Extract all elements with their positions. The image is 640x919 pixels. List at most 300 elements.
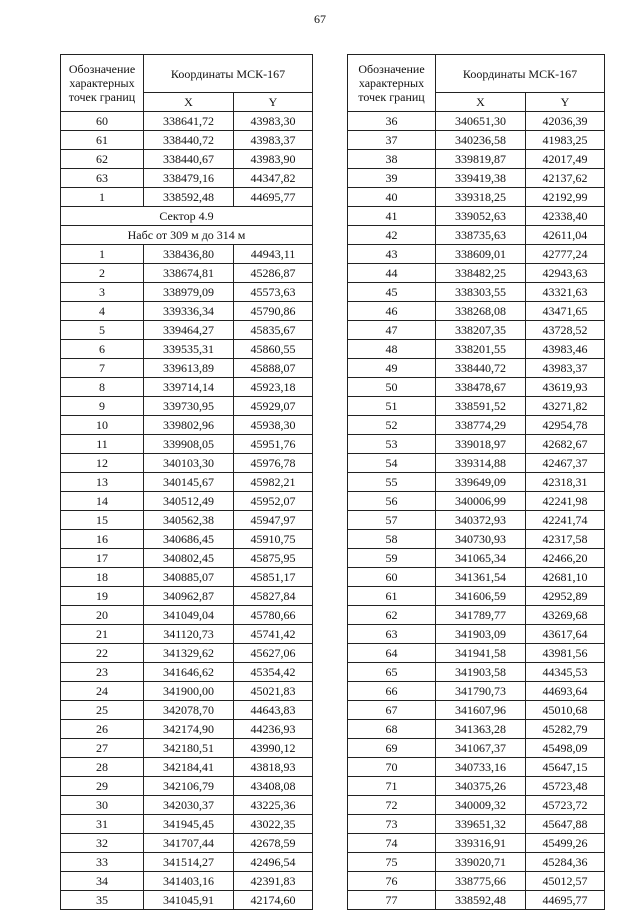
point-number: 25 <box>61 701 144 720</box>
x-coordinate: 340733,16 <box>436 758 526 777</box>
y-coordinate: 43617,64 <box>526 625 605 644</box>
x-coordinate: 341120,73 <box>144 625 234 644</box>
point-number: 16 <box>61 530 144 549</box>
y-coordinate: 43983,37 <box>526 359 605 378</box>
point-number: 71 <box>348 777 436 796</box>
point-number: 48 <box>348 340 436 359</box>
point-number: 57 <box>348 511 436 530</box>
point-number: 67 <box>348 701 436 720</box>
y-coordinate: 42466,20 <box>526 549 605 568</box>
x-coordinate: 341941,58 <box>436 644 526 663</box>
y-coordinate: 45929,07 <box>234 397 313 416</box>
point-number: 37 <box>348 131 436 150</box>
coordinates-table-right <box>347 54 605 910</box>
x-coordinate: 339464,27 <box>144 321 234 340</box>
point-number: 68 <box>348 720 436 739</box>
x-coordinate: 341790,73 <box>436 682 526 701</box>
y-coordinate: 43225,36 <box>234 796 313 815</box>
point-number: 24 <box>61 682 144 701</box>
x-coordinate: 338207,35 <box>436 321 526 340</box>
y-coordinate: 45012,57 <box>526 872 605 891</box>
point-number: 43 <box>348 245 436 264</box>
table-row <box>61 834 313 853</box>
point-number: 49 <box>348 359 436 378</box>
y-coordinate: 45780,66 <box>234 606 313 625</box>
point-number: 60 <box>348 568 436 587</box>
x-coordinate: 339336,34 <box>144 302 234 321</box>
table-row <box>348 511 605 530</box>
x-coordinate: 341903,58 <box>436 663 526 682</box>
point-number: 66 <box>348 682 436 701</box>
point-number: 63 <box>61 169 144 188</box>
y-coordinate: 44236,93 <box>234 720 313 739</box>
y-coordinate: 45647,88 <box>526 815 605 834</box>
x-coordinate: 342106,79 <box>144 777 234 796</box>
table-row <box>61 131 313 150</box>
x-coordinate: 341646,62 <box>144 663 234 682</box>
y-coordinate: 42954,78 <box>526 416 605 435</box>
point-number: 73 <box>348 815 436 834</box>
table-row <box>348 682 605 701</box>
y-coordinate: 42017,49 <box>526 150 605 169</box>
point-number: 69 <box>348 739 436 758</box>
y-coordinate: 42241,98 <box>526 492 605 511</box>
point-number: 59 <box>348 549 436 568</box>
y-coordinate: 45498,09 <box>526 739 605 758</box>
point-number: 9 <box>61 397 144 416</box>
designation-header: Обозначение характерных точек границ <box>348 55 436 112</box>
table-row <box>61 302 313 321</box>
table-row <box>348 302 605 321</box>
table-row <box>61 796 313 815</box>
table-row <box>348 435 605 454</box>
x-coordinate: 338591,52 <box>436 397 526 416</box>
y-coordinate: 45888,07 <box>234 359 313 378</box>
point-number: 64 <box>348 644 436 663</box>
y-coordinate: 45284,36 <box>526 853 605 872</box>
table-row <box>348 359 605 378</box>
point-number: 2 <box>61 264 144 283</box>
table-row <box>61 587 313 606</box>
x-coordinate: 338775,66 <box>436 872 526 891</box>
point-number: 6 <box>61 340 144 359</box>
y-coordinate: 45835,67 <box>234 321 313 340</box>
point-number: 3 <box>61 283 144 302</box>
coordinates-table-left <box>60 54 313 910</box>
y-coordinate: 45938,30 <box>234 416 313 435</box>
y-coordinate: 45947,97 <box>234 511 313 530</box>
x-coordinate: 341065,34 <box>436 549 526 568</box>
point-number: 20 <box>61 606 144 625</box>
y-coordinate: 45573,63 <box>234 283 313 302</box>
x-column-header: X <box>144 93 234 112</box>
y-coordinate: 45827,84 <box>234 587 313 606</box>
point-number: 21 <box>61 625 144 644</box>
table-row <box>348 625 605 644</box>
table-row <box>348 150 605 169</box>
point-number: 65 <box>348 663 436 682</box>
point-number: 19 <box>61 587 144 606</box>
table-row <box>348 112 605 131</box>
x-coordinate: 340236,58 <box>436 131 526 150</box>
y-coordinate: 42952,89 <box>526 587 605 606</box>
point-number: 62 <box>61 150 144 169</box>
x-coordinate: 339730,95 <box>144 397 234 416</box>
x-coordinate: 341789,77 <box>436 606 526 625</box>
point-number: 10 <box>61 416 144 435</box>
table-row <box>61 872 313 891</box>
point-number: 50 <box>348 378 436 397</box>
table-row <box>61 663 313 682</box>
y-coordinate: 44693,64 <box>526 682 605 701</box>
y-coordinate: 43728,52 <box>526 321 605 340</box>
y-coordinate: 45860,55 <box>234 340 313 359</box>
table-row <box>348 416 605 435</box>
x-coordinate: 339052,63 <box>436 207 526 226</box>
table-row <box>348 891 605 910</box>
y-coordinate: 42496,54 <box>234 853 313 872</box>
point-number: 15 <box>61 511 144 530</box>
y-coordinate: 45923,18 <box>234 378 313 397</box>
y-coordinate: 44347,82 <box>234 169 313 188</box>
table-row <box>348 454 605 473</box>
point-number: 23 <box>61 663 144 682</box>
x-coordinate: 340562,38 <box>144 511 234 530</box>
x-coordinate: 341900,00 <box>144 682 234 701</box>
point-number: 72 <box>348 796 436 815</box>
table-row <box>61 568 313 587</box>
point-number: 32 <box>61 834 144 853</box>
x-coordinate: 341067,37 <box>436 739 526 758</box>
x-coordinate: 339314,88 <box>436 454 526 473</box>
table-row <box>61 815 313 834</box>
x-coordinate: 338592,48 <box>436 891 526 910</box>
x-coordinate: 338303,55 <box>436 283 526 302</box>
point-number: 28 <box>61 758 144 777</box>
y-coordinate: 43022,35 <box>234 815 313 834</box>
table-row <box>61 492 313 511</box>
point-number: 8 <box>61 378 144 397</box>
table-row <box>61 454 313 473</box>
point-number: 44 <box>348 264 436 283</box>
x-coordinate: 338440,72 <box>436 359 526 378</box>
table-row <box>61 473 313 492</box>
point-number: 55 <box>348 473 436 492</box>
y-coordinate: 45647,15 <box>526 758 605 777</box>
x-coordinate: 338440,67 <box>144 150 234 169</box>
y-coordinate: 43983,46 <box>526 340 605 359</box>
x-coordinate: 339018,97 <box>436 435 526 454</box>
y-coordinate: 43271,82 <box>526 397 605 416</box>
table-row <box>348 188 605 207</box>
x-coordinate: 339613,89 <box>144 359 234 378</box>
y-coordinate: 43983,37 <box>234 131 313 150</box>
point-number: 34 <box>61 872 144 891</box>
point-number: 62 <box>348 606 436 625</box>
point-number: 77 <box>348 891 436 910</box>
y-coordinate: 45021,83 <box>234 682 313 701</box>
table-row <box>61 777 313 796</box>
table-row <box>61 720 313 739</box>
y-coordinate: 45982,21 <box>234 473 313 492</box>
table-row <box>348 245 605 264</box>
point-number: 56 <box>348 492 436 511</box>
table-row <box>61 397 313 416</box>
point-number: 74 <box>348 834 436 853</box>
table-row <box>61 625 313 644</box>
y-coordinate: 42317,58 <box>526 530 605 549</box>
point-number: 13 <box>61 473 144 492</box>
y-coordinate: 45282,79 <box>526 720 605 739</box>
x-coordinate: 338436,80 <box>144 245 234 264</box>
x-coordinate: 339318,25 <box>436 188 526 207</box>
table-row <box>61 758 313 777</box>
table-row <box>61 435 313 454</box>
point-number: 61 <box>61 131 144 150</box>
point-number: 63 <box>348 625 436 644</box>
point-number: 41 <box>348 207 436 226</box>
y-coordinate: 45951,76 <box>234 435 313 454</box>
point-number: 45 <box>348 283 436 302</box>
y-coordinate: 45741,42 <box>234 625 313 644</box>
y-coordinate: 42943,63 <box>526 264 605 283</box>
table-row <box>61 416 313 435</box>
x-coordinate: 338735,63 <box>436 226 526 245</box>
table-row <box>61 188 313 207</box>
table-row <box>61 644 313 663</box>
point-number: 31 <box>61 815 144 834</box>
table-row <box>348 283 605 302</box>
table-row <box>61 283 313 302</box>
point-number: 52 <box>348 416 436 435</box>
x-coordinate: 338440,72 <box>144 131 234 150</box>
x-coordinate: 342184,41 <box>144 758 234 777</box>
point-number: 18 <box>61 568 144 587</box>
point-number: 42 <box>348 226 436 245</box>
table-row <box>61 701 313 720</box>
table-row <box>61 359 313 378</box>
x-coordinate: 338479,16 <box>144 169 234 188</box>
designation-header: Обозначение характерных точек границ <box>61 55 144 112</box>
table-row <box>348 872 605 891</box>
y-coordinate: 45499,26 <box>526 834 605 853</box>
y-coordinate: 45952,07 <box>234 492 313 511</box>
x-coordinate: 342030,37 <box>144 796 234 815</box>
x-coordinate: 338201,55 <box>436 340 526 359</box>
x-coordinate: 339819,87 <box>436 150 526 169</box>
x-coordinate: 340962,87 <box>144 587 234 606</box>
x-column-header: X <box>436 93 526 112</box>
x-coordinate: 340145,67 <box>144 473 234 492</box>
x-coordinate: 341361,54 <box>436 568 526 587</box>
point-number: 33 <box>61 853 144 872</box>
table-row <box>61 169 313 188</box>
y-coordinate: 42777,24 <box>526 245 605 264</box>
x-coordinate: 340730,93 <box>436 530 526 549</box>
x-coordinate: 341707,44 <box>144 834 234 853</box>
y-coordinate: 42391,83 <box>234 872 313 891</box>
point-number: 30 <box>61 796 144 815</box>
x-coordinate: 339316,91 <box>436 834 526 853</box>
point-number: 22 <box>61 644 144 663</box>
table-row <box>348 397 605 416</box>
table-row <box>61 891 313 910</box>
point-number: 1 <box>61 188 144 207</box>
table-row <box>61 606 313 625</box>
point-number: 14 <box>61 492 144 511</box>
table-row <box>348 796 605 815</box>
y-coordinate: 42682,67 <box>526 435 605 454</box>
y-coordinate: 45875,95 <box>234 549 313 568</box>
y-coordinate: 45010,68 <box>526 701 605 720</box>
y-coordinate: 42174,60 <box>234 891 313 910</box>
y-coordinate: 42137,62 <box>526 169 605 188</box>
x-coordinate: 339535,31 <box>144 340 234 359</box>
y-column-header: Y <box>234 93 313 112</box>
x-coordinate: 341514,27 <box>144 853 234 872</box>
x-coordinate: 339419,38 <box>436 169 526 188</box>
table-row <box>348 568 605 587</box>
point-number: 17 <box>61 549 144 568</box>
x-coordinate: 342078,70 <box>144 701 234 720</box>
x-coordinate: 340009,32 <box>436 796 526 815</box>
x-coordinate: 339802,96 <box>144 416 234 435</box>
point-number: 38 <box>348 150 436 169</box>
x-coordinate: 338674,81 <box>144 264 234 283</box>
point-number: 26 <box>61 720 144 739</box>
x-coordinate: 340802,45 <box>144 549 234 568</box>
y-coordinate: 42681,10 <box>526 568 605 587</box>
point-number: 11 <box>61 435 144 454</box>
x-coordinate: 339908,05 <box>144 435 234 454</box>
table-row <box>348 720 605 739</box>
y-coordinate: 43983,90 <box>234 150 313 169</box>
x-coordinate: 340103,30 <box>144 454 234 473</box>
y-coordinate: 43471,65 <box>526 302 605 321</box>
x-coordinate: 342180,51 <box>144 739 234 758</box>
x-coordinate: 338592,48 <box>144 188 234 207</box>
x-coordinate: 341945,45 <box>144 815 234 834</box>
table-row <box>61 739 313 758</box>
table-row <box>61 150 313 169</box>
x-coordinate: 339020,71 <box>436 853 526 872</box>
x-coordinate: 341607,96 <box>436 701 526 720</box>
table-row <box>348 321 605 340</box>
point-number: 70 <box>348 758 436 777</box>
y-coordinate: 43983,30 <box>234 112 313 131</box>
y-coordinate: 42678,59 <box>234 834 313 853</box>
table-row <box>348 606 605 625</box>
point-number: 4 <box>61 302 144 321</box>
y-coordinate: 42036,39 <box>526 112 605 131</box>
x-coordinate: 340006,99 <box>436 492 526 511</box>
point-number: 35 <box>61 891 144 910</box>
table-row <box>61 321 313 340</box>
table-row <box>348 378 605 397</box>
y-coordinate: 45627,06 <box>234 644 313 663</box>
x-coordinate: 341363,28 <box>436 720 526 739</box>
table-row <box>348 777 605 796</box>
y-coordinate: 43269,68 <box>526 606 605 625</box>
table-row <box>61 112 313 131</box>
point-number: 39 <box>348 169 436 188</box>
x-coordinate: 340686,45 <box>144 530 234 549</box>
table-row <box>348 549 605 568</box>
y-coordinate: 45790,86 <box>234 302 313 321</box>
point-number: 27 <box>61 739 144 758</box>
table-row <box>348 264 605 283</box>
coordinates-header: Координаты МСК-167 <box>436 55 605 93</box>
y-coordinate: 42241,74 <box>526 511 605 530</box>
y-coordinate: 41983,25 <box>526 131 605 150</box>
table-row <box>61 264 313 283</box>
point-number: 12 <box>61 454 144 473</box>
point-number: 7 <box>61 359 144 378</box>
x-coordinate: 340512,49 <box>144 492 234 511</box>
y-coordinate: 43981,56 <box>526 644 605 663</box>
y-coordinate: 43990,12 <box>234 739 313 758</box>
point-number: 75 <box>348 853 436 872</box>
table-row <box>348 473 605 492</box>
table-row <box>61 245 313 264</box>
point-number: 54 <box>348 454 436 473</box>
point-number: 5 <box>61 321 144 340</box>
y-coordinate: 42318,31 <box>526 473 605 492</box>
y-coordinate: 44695,77 <box>526 891 605 910</box>
y-coordinate: 45286,87 <box>234 264 313 283</box>
x-coordinate: 338482,25 <box>436 264 526 283</box>
table-row <box>348 530 605 549</box>
table-row <box>348 587 605 606</box>
point-number: 61 <box>348 587 436 606</box>
y-coordinate: 43619,93 <box>526 378 605 397</box>
point-number: 46 <box>348 302 436 321</box>
x-coordinate: 339651,32 <box>436 815 526 834</box>
point-number: 40 <box>348 188 436 207</box>
x-coordinate: 341606,59 <box>436 587 526 606</box>
x-coordinate: 339714,14 <box>144 378 234 397</box>
point-number: 51 <box>348 397 436 416</box>
x-coordinate: 341329,62 <box>144 644 234 663</box>
x-coordinate: 339649,09 <box>436 473 526 492</box>
y-coordinate: 44345,53 <box>526 663 605 682</box>
coordinates-header: Координаты МСК-167 <box>144 55 313 93</box>
y-coordinate: 44643,83 <box>234 701 313 720</box>
y-coordinate: 45851,17 <box>234 568 313 587</box>
y-coordinate: 45976,78 <box>234 454 313 473</box>
x-coordinate: 340375,26 <box>436 777 526 796</box>
table-row <box>348 131 605 150</box>
y-coordinate: 43818,93 <box>234 758 313 777</box>
y-coordinate: 45910,75 <box>234 530 313 549</box>
x-coordinate: 340651,30 <box>436 112 526 131</box>
table-row <box>348 815 605 834</box>
table-row <box>348 739 605 758</box>
table-row <box>348 492 605 511</box>
table-row <box>348 853 605 872</box>
x-coordinate: 338774,29 <box>436 416 526 435</box>
table-row <box>61 511 313 530</box>
x-coordinate: 342174,90 <box>144 720 234 739</box>
point-number: 58 <box>348 530 436 549</box>
x-coordinate: 341903,09 <box>436 625 526 644</box>
point-number: 47 <box>348 321 436 340</box>
table-row <box>348 226 605 245</box>
table-row <box>348 644 605 663</box>
sector-title: Сектор 4.9 <box>61 207 313 226</box>
table-row <box>348 834 605 853</box>
x-coordinate: 338478,67 <box>436 378 526 397</box>
